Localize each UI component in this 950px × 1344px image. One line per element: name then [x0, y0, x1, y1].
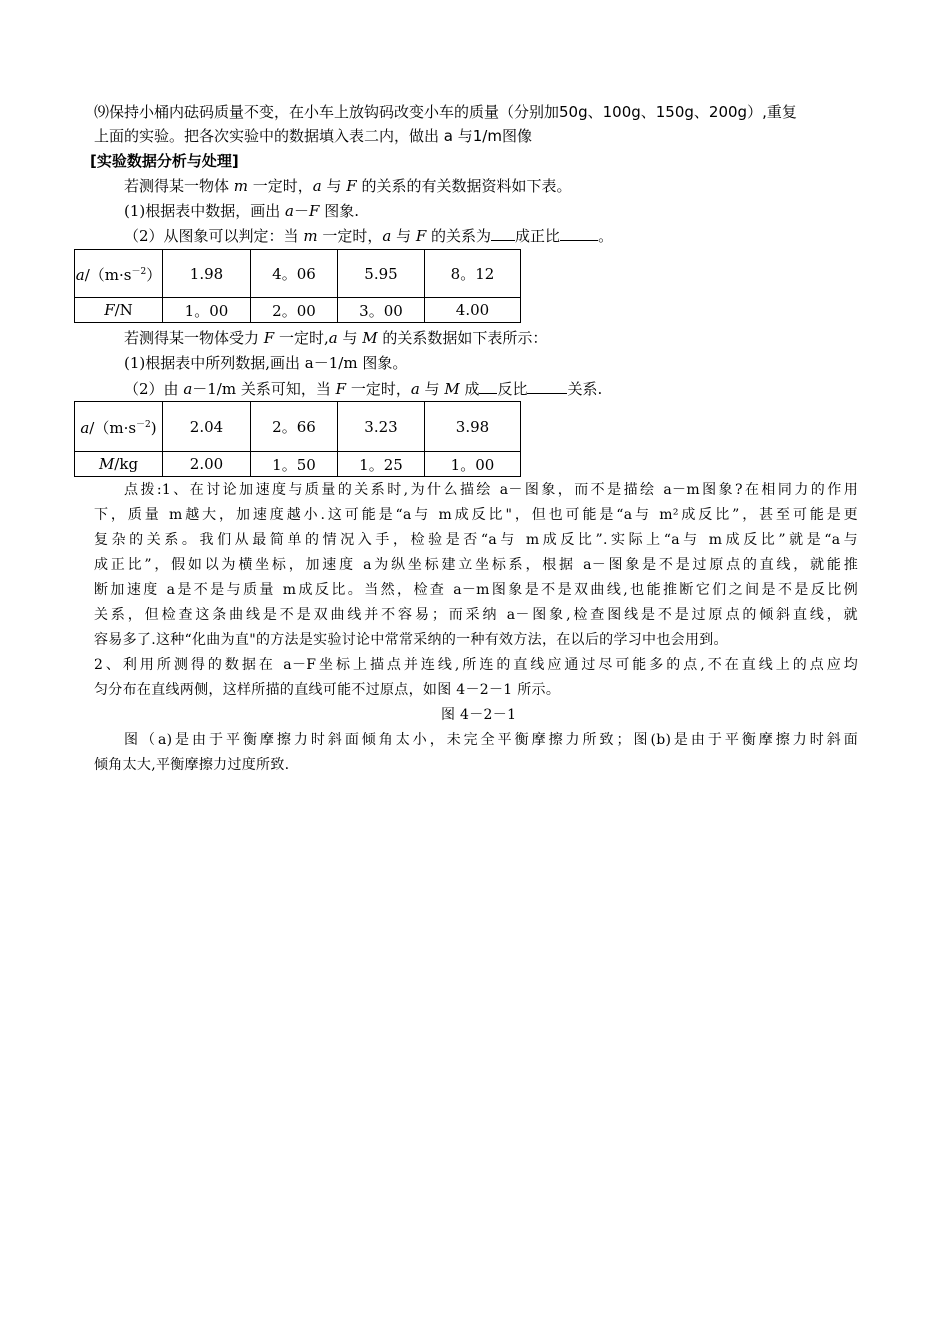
- table-cell: 1。00: [425, 452, 521, 477]
- table-a-vs-F: [74, 249, 521, 323]
- part1-question2: [124, 225, 613, 247]
- text: 的关系数据如下表所示：: [377, 329, 548, 347]
- var-M: M: [444, 380, 460, 398]
- var-M: M: [98, 455, 115, 473]
- step9-line1: ⑼保持小桶内砝码质量不变，在小车上放钩码改变小车的质量（分别加50g、100g、150g、200g）,重复: [94, 103, 797, 121]
- part1-question1: [124, 200, 359, 222]
- part2-intro: [124, 327, 547, 349]
- table-row: [75, 402, 521, 452]
- text: 与: [391, 227, 416, 245]
- unit: /N: [114, 301, 133, 319]
- tips-line: 断加速度 a是不是与质量 m成反比。当然，检查 a－m图象是不是双曲线,也能推断它们之间是不是反比例: [94, 582, 858, 598]
- text: 一定时,: [274, 329, 329, 347]
- table-cell: 1。50: [251, 452, 338, 477]
- text: (1)根据表中数据，画出: [124, 202, 286, 220]
- row-header-acceleration: [75, 250, 163, 298]
- answer-blank: [479, 378, 497, 394]
- text: （2）由: [124, 380, 184, 398]
- tips-line: 倾角太大,平衡摩擦力过度所致.: [94, 757, 290, 773]
- answer-text: 成正比: [515, 227, 561, 245]
- table-cell: 4。06: [251, 250, 338, 298]
- var-a: a: [312, 177, 322, 195]
- table-a-vs-M: [74, 401, 521, 477]
- var-F: F: [335, 380, 347, 398]
- var-F: F: [346, 177, 357, 195]
- var-F: F: [309, 202, 320, 220]
- table-cell: 3。00: [338, 298, 425, 323]
- text: 一定时，: [346, 380, 411, 398]
- table-cell: 5.95: [338, 250, 425, 298]
- table-cell: 3.23: [338, 402, 425, 452]
- var-F: F: [415, 227, 427, 245]
- exponent: －2: [131, 267, 147, 277]
- tips-line: 点拨:1、在讨论加速度与质量的关系时,为什么描绘 a－图象，而不是描绘 a－m图象?在相同力的作用: [124, 482, 858, 498]
- table-cell: 2。66: [251, 402, 338, 452]
- table-cell: 3.98: [425, 402, 521, 452]
- table-row: [75, 298, 521, 323]
- text: 的关系为: [426, 227, 492, 245]
- text: 一定时，: [317, 227, 383, 245]
- var-a: a: [382, 227, 392, 245]
- tips-line: 下，质量 m越大，加速度越小.这可能是“a与 m成反比"，但也可能是“a与 m²成反比”，甚至可能是更: [94, 507, 858, 523]
- answer-text: 反比: [497, 380, 528, 398]
- var-F: F: [104, 301, 115, 319]
- text: 与: [321, 177, 347, 195]
- answer-blank: [560, 225, 598, 241]
- tips-line: 关系，但检查这条曲线是不是双曲线并不容易；而采纳 a－图象,检查图线是不是过原点的倾斜直线，就: [94, 607, 858, 623]
- text: 关系.: [567, 380, 603, 398]
- table-cell: 2.04: [163, 402, 251, 452]
- var-a: a: [410, 380, 420, 398]
- row-header-acceleration: [75, 402, 163, 452]
- text: 一定时，: [248, 177, 313, 195]
- table-row: [75, 250, 521, 298]
- text: 若测得某一物体受力: [124, 329, 264, 347]
- table-cell: 8。12: [425, 250, 521, 298]
- tips-line: 容易多了.这种“化曲为直"的方法是实验讨论中常常采纳的一种有效方法，在以后的学习中也会用到。: [94, 632, 728, 648]
- text: 与: [419, 380, 445, 398]
- section-heading: [实验数据分析与处理]: [90, 152, 239, 170]
- var-a: a: [183, 380, 193, 398]
- figure-caption: 图 4－2－1: [441, 707, 517, 723]
- row-header-mass: [75, 452, 163, 477]
- exponent: －2: [136, 420, 151, 430]
- var-F: F: [263, 329, 275, 347]
- var-a: a: [75, 266, 85, 284]
- unit: /kg: [114, 455, 139, 473]
- var-m: m: [233, 177, 249, 195]
- tips-line: 复杂的关系。我们从最简单的情况入手，检验是否“a与 m成反比”.实际上“a与 m成反比”就是“a与: [94, 532, 858, 548]
- table-cell: 2.00: [163, 452, 251, 477]
- unit: /（m·s: [84, 266, 132, 284]
- text: 。: [598, 227, 614, 245]
- var-a: a: [285, 202, 294, 220]
- text: （2）从图象可以判定：当: [124, 227, 304, 245]
- text: 成: [459, 380, 480, 398]
- table-cell: 1。25: [338, 452, 425, 477]
- part1-intro: [124, 175, 572, 197]
- step9-line2: 上面的实验。把各次实验中的数据填入表二内，做出 a 与1/m图像: [94, 127, 532, 145]
- table-cell: 4.00: [425, 298, 521, 323]
- table-cell: 2。00: [251, 298, 338, 323]
- var-a: a: [328, 329, 338, 347]
- text: 图象.: [319, 202, 359, 220]
- tips-line: 成正比”，假如以为横坐标，加速度 a为纵坐标建立坐标系，根据 a－图象是不是过原点的直线，就能推: [94, 557, 858, 573]
- var-M: M: [362, 329, 378, 347]
- unit: /（m·s: [89, 419, 137, 437]
- answer-blank: [527, 378, 567, 394]
- answer-blank: [491, 225, 515, 241]
- unit-close: ）: [146, 266, 162, 284]
- tips-line: 图（a)是由于平衡摩擦力时斜面倾角太小，未完全平衡摩擦力所致；图(b)是由于平衡摩擦力时斜面: [124, 732, 858, 748]
- text: 若测得某一物体: [124, 177, 234, 195]
- var-a: a: [80, 419, 90, 437]
- text: 的关系的有关数据资料如下表。: [356, 177, 572, 195]
- tips-line: 匀分布在直线两侧，这样所描的直线可能不过原点，如图 4－2－1 所示。: [94, 682, 561, 698]
- table-cell: 1。00: [163, 298, 251, 323]
- var-m: m: [303, 227, 318, 245]
- part2-question2: [124, 378, 602, 400]
- table-cell: 1.98: [163, 250, 251, 298]
- text: －1/m 关系可知，当: [192, 380, 336, 398]
- row-header-force: [75, 298, 163, 323]
- unit-close: ): [150, 419, 157, 437]
- text: －: [293, 202, 309, 220]
- part2-question1: (1)根据表中所列数据,画出 a－1/m 图象。: [124, 354, 408, 372]
- text: 与: [337, 329, 363, 347]
- table-row: [75, 452, 521, 477]
- tips-line: 2、利用所测得的数据在 a－F坐标上描点并连线,所连的直线应通过尽可能多的点,不在直线上的点应均: [94, 657, 858, 673]
